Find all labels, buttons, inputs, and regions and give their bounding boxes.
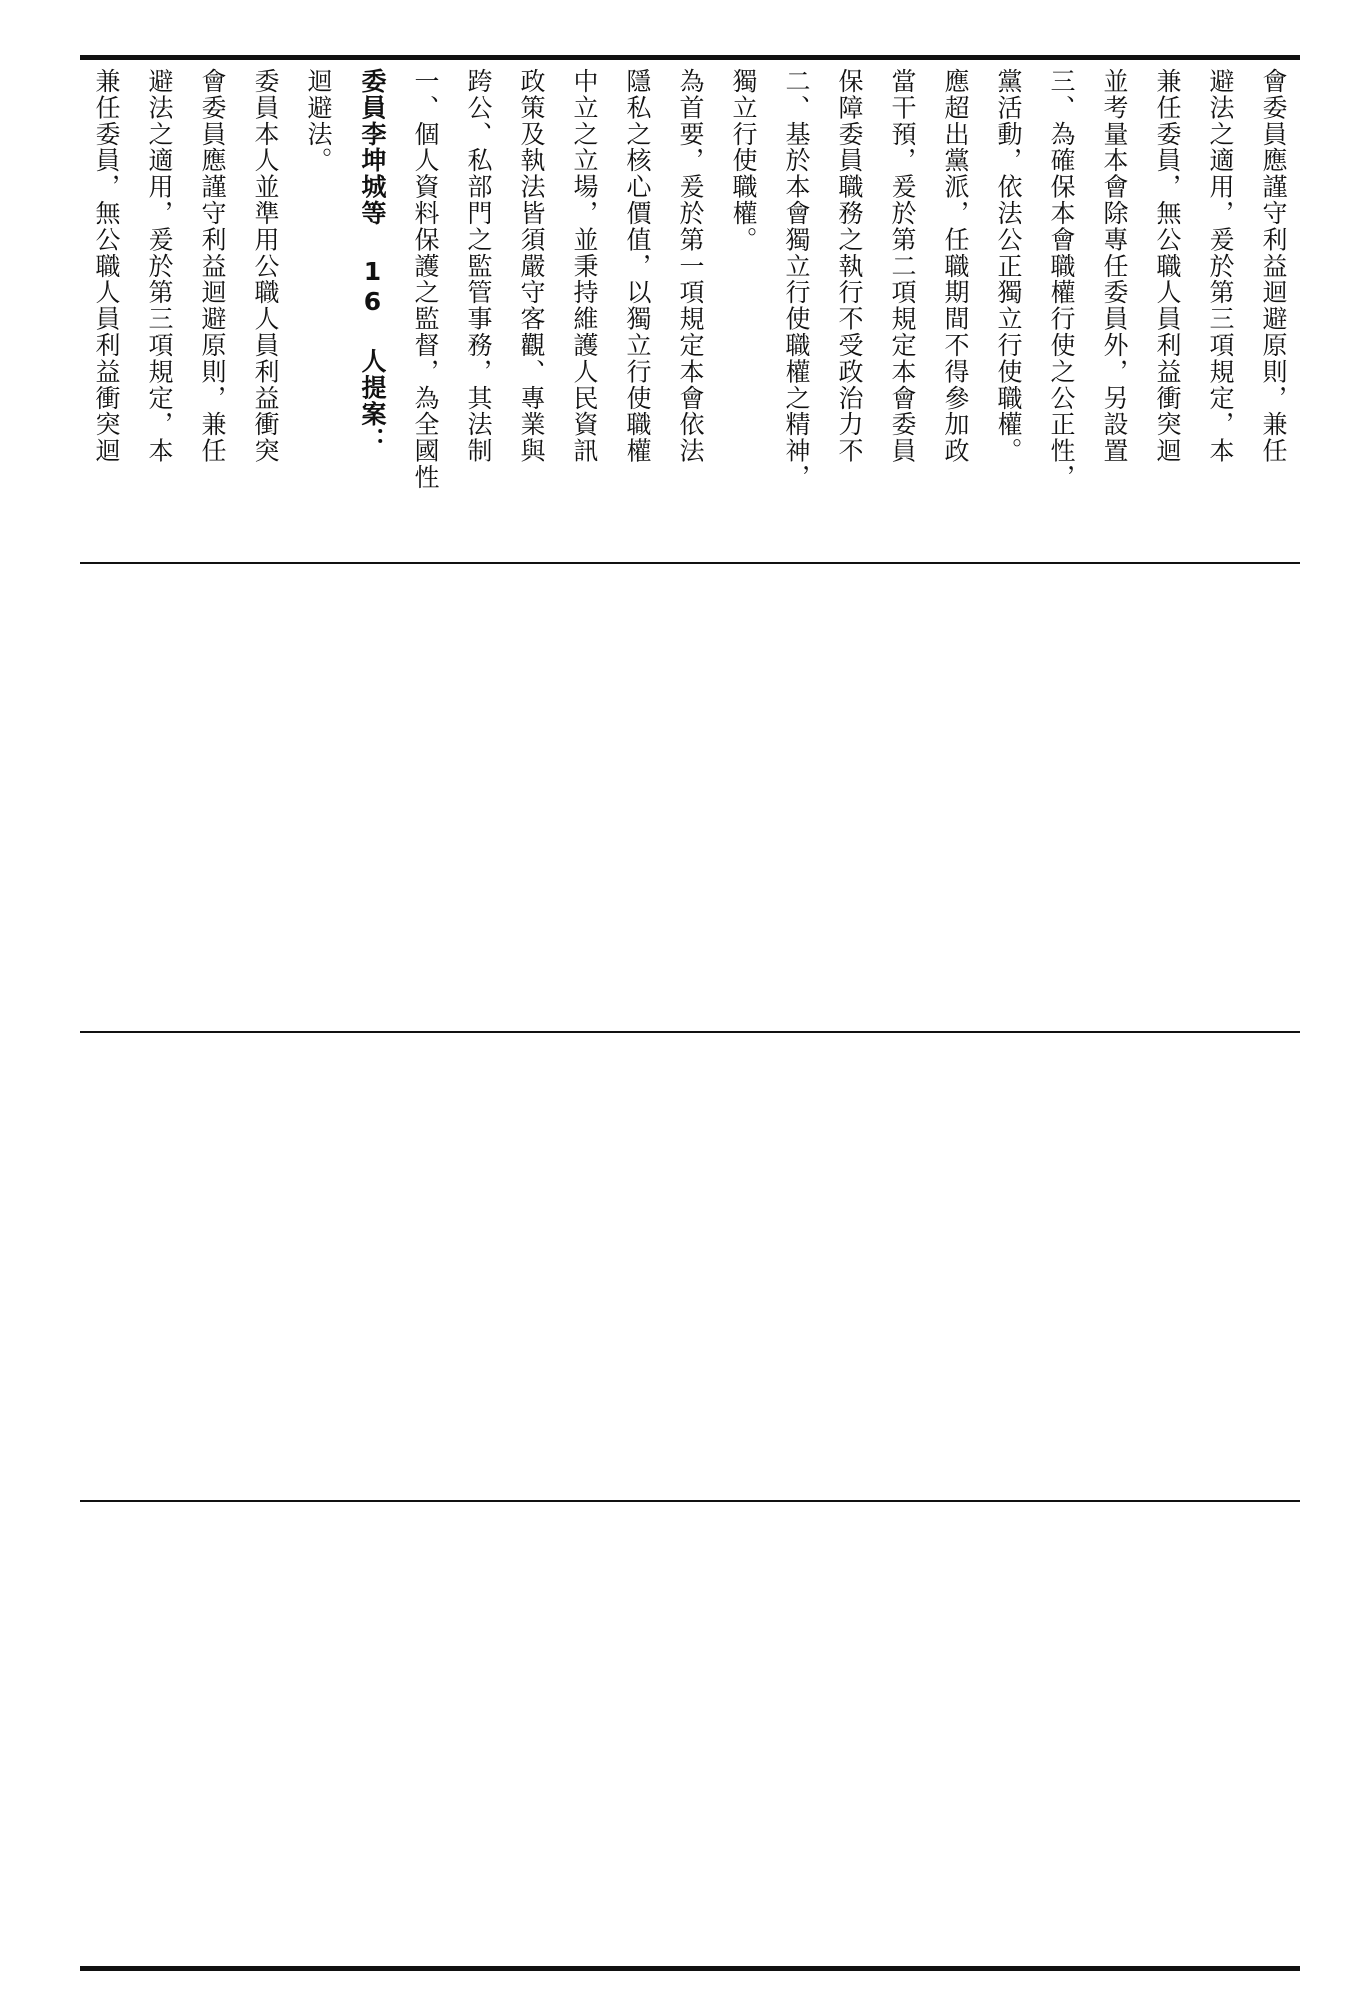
table-cell-explanation <box>80 60 1300 560</box>
proposal-heading: 委員李坤城等 16 人提案： <box>358 68 387 454</box>
table-cell-empty <box>80 1034 1300 1499</box>
table-row-divider <box>80 562 1300 564</box>
text-column: 並考量本會除專任委員外，另設置 <box>1100 68 1129 464</box>
text-column: 迴避法。 <box>304 68 333 174</box>
text-column: 保障委員職務之執行不受政治力不 <box>835 68 864 464</box>
table-cell-empty <box>80 565 1300 1030</box>
text-column: 兼任委員，無公職人員利益衝突迴 <box>92 68 121 464</box>
text-column: 獨立行使職權。 <box>729 68 758 253</box>
table-bottom-rule <box>80 1966 1300 1971</box>
text-column: 二、基於本會獨立行使職權之精神， <box>782 68 811 491</box>
text-column: 為首要，爰於第一項規定本會依法 <box>676 68 705 464</box>
text-column: 避法之適用，爰於第三項規定，本 <box>1206 68 1235 464</box>
text-column: 兼任委員，無公職人員利益衝突迴 <box>1153 68 1182 464</box>
text-column: 隱私之核心價值，以獨立行使職權 <box>623 68 652 464</box>
text-column: 一、個人資料保護之監督，為全國性 <box>411 68 440 491</box>
text-column: 政策及執法皆須嚴守客觀、專業與 <box>517 68 546 464</box>
text-column: 當干預，爰於第二項規定本會委員 <box>888 68 917 464</box>
text-column: 跨公、私部門之監管事務，其法制 <box>464 68 493 464</box>
text-column: 避法之適用，爰於第三項規定，本 <box>145 68 174 464</box>
table-row-divider <box>80 1031 1300 1033</box>
table-row-divider <box>80 1500 1300 1502</box>
text-column: 會委員應謹守利益迴避原則，兼任 <box>1259 68 1288 464</box>
text-column: 黨活動，依法公正獨立行使職權。 <box>994 68 1023 464</box>
text-column: 應超出黨派，任職期間不得參加政 <box>941 68 970 464</box>
text-column: 三、為確保本會職權行使之公正性， <box>1047 68 1076 491</box>
text-column: 會委員應謹守利益迴避原則，兼任 <box>198 68 227 464</box>
text-column: 委員本人並準用公職人員利益衝突 <box>251 68 280 464</box>
table-cell-empty <box>80 1503 1300 1964</box>
text-column: 中立之立場，並秉持維護人民資訊 <box>570 68 599 464</box>
